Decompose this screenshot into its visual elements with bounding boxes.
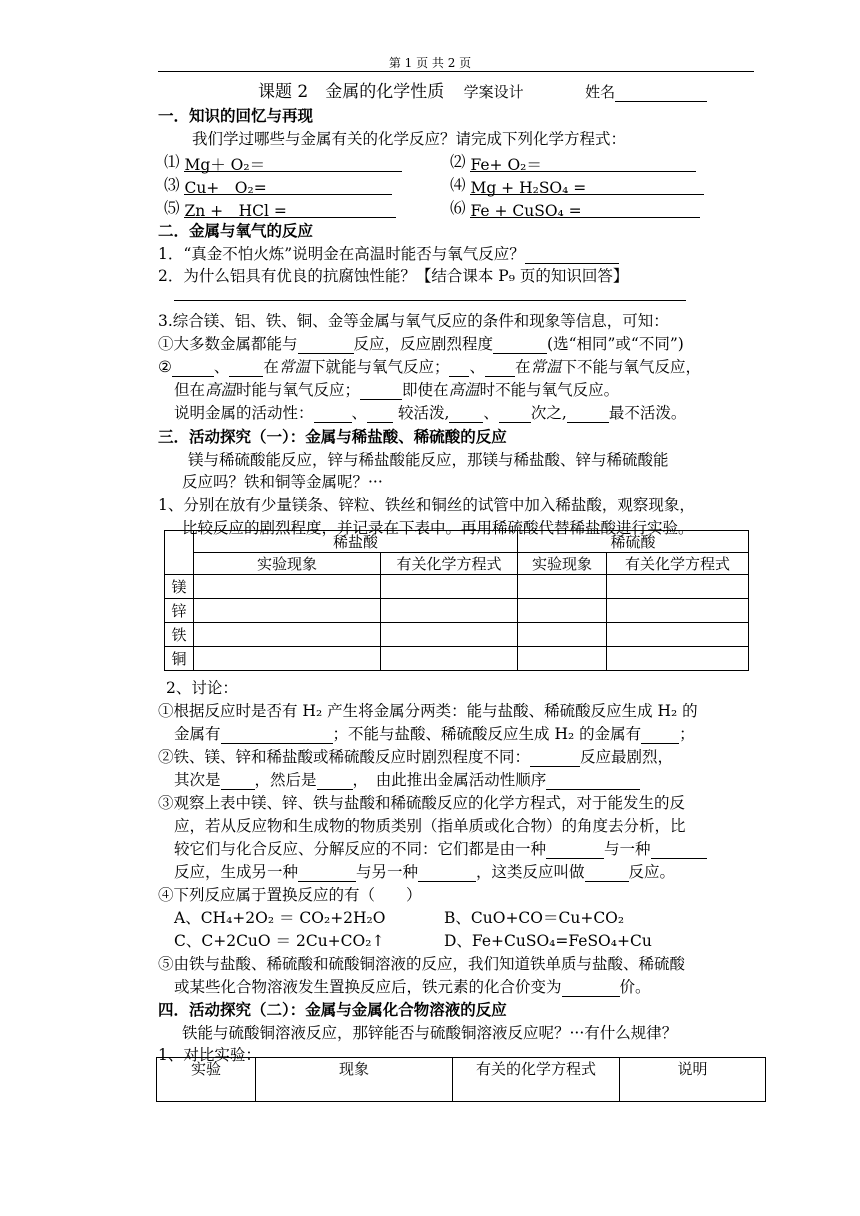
option-c[interactable]: C、C+2CuO ＝ 2Cu+CO₂↑ xyxy=(174,932,385,950)
table-group-h2so4: 稀硫酸 xyxy=(518,531,749,553)
table-row xyxy=(165,575,749,599)
answer-blank[interactable] xyxy=(221,727,333,744)
conclusion-3 xyxy=(174,380,619,400)
equation-6 xyxy=(450,198,700,218)
answer-blank[interactable] xyxy=(367,406,393,423)
equation-4 xyxy=(450,175,704,195)
table-group-hcl: 稀盐酸 xyxy=(194,531,518,553)
table-cell[interactable] xyxy=(194,647,381,671)
instruction-1a: 1、分别在放有少量镁条、锌粒、铁丝和铜丝的试管中加入稀盐酸，观察现象， xyxy=(158,496,695,514)
discussion-2a xyxy=(158,747,673,767)
page-title: 课题 2 金属的化学性质 xyxy=(258,82,445,102)
table-cell[interactable] xyxy=(607,623,749,647)
text: 时能与氧气反应； xyxy=(236,381,361,399)
answer-blank[interactable] xyxy=(360,383,402,400)
header-rule xyxy=(158,71,754,72)
option-d[interactable]: D、Fe+CuSO₄=FeSO₄+Cu xyxy=(444,932,652,950)
section-1-heading: 一．知识的回忆与再现 xyxy=(158,106,314,125)
equation-blank[interactable] xyxy=(470,155,696,172)
answer-blank[interactable] xyxy=(418,865,476,882)
row-label: 镁 xyxy=(165,575,194,599)
discussion-1a: ①根据反应时是否有 H₂ 产生将金属分两类：能与盐酸、稀硫酸反应生成 H₂ 的 xyxy=(158,702,698,720)
table-header: 实验现象 xyxy=(194,553,381,575)
page-number-header: 第 1 页 共 2 页 xyxy=(388,56,472,70)
text: 高温 xyxy=(448,381,480,399)
conclusion-4 xyxy=(174,403,686,423)
table-row xyxy=(165,647,749,671)
eq-text: Mg＋ O₂＝ xyxy=(184,156,266,174)
text: 次之, xyxy=(530,404,567,422)
table-cell[interactable] xyxy=(381,575,518,599)
section-3-heading: 三．活动探究（一）：金属与稀盐酸、稀硫酸的反应 xyxy=(158,427,507,446)
conclusion-2 xyxy=(158,357,701,377)
table-row xyxy=(165,623,749,647)
eq-text: Cu+ O₂= xyxy=(184,179,267,197)
table-header: 现象 xyxy=(256,1058,453,1102)
table-header: 有关的化学方程式 xyxy=(453,1058,620,1102)
table-cell[interactable] xyxy=(194,623,381,647)
answer-blank[interactable] xyxy=(641,727,679,744)
acid-reaction-table xyxy=(164,530,749,671)
section-1-intro: 我们学过哪些与金属有关的化学反应？请完成下列化学方程式： xyxy=(192,130,627,148)
section-4-para: 铁能与硫酸铜溶液反应，那锌能否与硫酸铜溶液反应呢？···有什么规律？ xyxy=(182,1024,678,1042)
table-cell[interactable] xyxy=(381,599,518,623)
text: 在 xyxy=(514,358,531,376)
text: 其次是 xyxy=(174,771,221,789)
discussion-3d xyxy=(174,862,675,882)
answer-blank[interactable] xyxy=(530,750,580,767)
title-row xyxy=(258,82,707,102)
text: 常温 xyxy=(278,358,310,376)
eq-number: ⑷ xyxy=(450,176,466,194)
section-4-heading: 四．活动探究（二）：金属与金属化合物溶液的反应 xyxy=(158,1000,507,1019)
discussion-2b xyxy=(174,770,640,790)
row-label: 锌 xyxy=(165,599,194,623)
text: 、 xyxy=(213,358,230,376)
question-3: 3.综合镁、铝、铁、铜、金等金属与氧气反应的条件和现象等信息，可知： xyxy=(158,312,669,330)
text: 较活泼, xyxy=(397,404,450,422)
answer-blank[interactable] xyxy=(314,406,352,423)
eq-text: Zn + HCl = xyxy=(184,202,287,220)
option-a[interactable]: A、CH₄+2O₂ ＝ CO₂+2H₂O xyxy=(174,909,386,927)
text: 下就能与氧气反应； xyxy=(309,358,450,376)
answer-blank[interactable] xyxy=(449,406,483,423)
text: 即使在 xyxy=(402,381,449,399)
text: ；不能与盐酸、稀硫酸反应生成 H₂ 的金属有 xyxy=(332,725,642,743)
section-2-heading: 二．金属与氧气的反应 xyxy=(158,221,314,240)
text: (选“相同”或“不同”) xyxy=(547,335,684,353)
text: 反应，反应剧烈程度 xyxy=(353,335,494,353)
name-blank[interactable] xyxy=(615,85,707,102)
answer-blank[interactable] xyxy=(298,337,354,354)
answer-blank[interactable] xyxy=(449,360,469,377)
text: 高温 xyxy=(205,381,237,399)
table-row xyxy=(165,599,749,623)
answer-blank[interactable] xyxy=(499,406,531,423)
table-header: 有关化学方程式 xyxy=(607,553,749,575)
discussion-4: ④下列反应属于置换反应的有（ ） xyxy=(158,886,422,904)
option-b[interactable]: B、CuO+CO＝Cu+CO₂ xyxy=(444,909,625,927)
table-cell[interactable] xyxy=(518,623,607,647)
table-cell[interactable] xyxy=(607,575,749,599)
text: 最不活泼。 xyxy=(608,404,687,422)
text: 常温 xyxy=(530,358,562,376)
text: 反应最剧烈， xyxy=(580,748,674,766)
conclusion-1 xyxy=(158,334,684,354)
row-label: 铁 xyxy=(165,623,194,647)
eq-text: Fe + CuSO₄ = xyxy=(470,202,582,220)
text: 与另一种 xyxy=(356,863,419,881)
table-cell[interactable] xyxy=(518,647,607,671)
answer-blank[interactable] xyxy=(562,980,620,997)
equation-blank[interactable] xyxy=(184,178,392,195)
equation-3 xyxy=(164,175,392,195)
table-cell[interactable] xyxy=(518,599,607,623)
equation-2 xyxy=(450,152,696,172)
eq-number: ⑸ xyxy=(164,199,180,217)
comparison-table xyxy=(156,1057,766,1102)
answer-blank[interactable] xyxy=(485,360,515,377)
text: 时不能与氧气反应。 xyxy=(479,381,620,399)
question-text: 1．“真金不怕火炼”说明金在高温时能否与氧气反应？ xyxy=(158,245,525,263)
eq-text: Fe+ O₂＝ xyxy=(470,156,542,174)
discussion-3b: 应，若从反应物和生成物的物质类别（指单质或化合物）的角度去分析，比 xyxy=(174,817,686,835)
eq-number: ⑵ xyxy=(450,153,466,171)
discussion-3a: ③观察上表中镁、锌、铁与盐酸和稀硫酸反应的化学方程式，对于能发生的反 xyxy=(158,794,686,812)
table-header: 实验现象 xyxy=(518,553,607,575)
discussion-1b xyxy=(174,724,695,744)
table-corner xyxy=(165,531,194,575)
eq-number: ⑴ xyxy=(164,153,180,171)
row-label: 铜 xyxy=(165,647,194,671)
text: ②铁、镁、锌和稀盐酸或稀硫酸反应时剧烈程度不同： xyxy=(158,748,531,766)
answer-blank[interactable] xyxy=(172,360,214,377)
text: 金属有 xyxy=(174,725,221,743)
table-cell[interactable] xyxy=(194,599,381,623)
answer-blank[interactable] xyxy=(651,842,707,859)
table-cell[interactable] xyxy=(607,647,749,671)
answer-blank[interactable] xyxy=(298,865,356,882)
answer-blank[interactable] xyxy=(585,865,629,882)
eq-number: ⑶ xyxy=(164,176,180,194)
text: ，这类反应叫做 xyxy=(476,863,585,881)
equation-blank[interactable] xyxy=(470,201,700,218)
instruction-1b: 比较反应的剧烈程度，并记录在下表中。再用稀硫酸代替稀盐酸进行实验。 xyxy=(182,519,694,537)
section-3-para-2: 反应吗？铁和铜等金属呢？··· xyxy=(182,473,383,491)
text: 、 xyxy=(351,404,368,422)
text: 说明金属的活动性： xyxy=(174,404,314,422)
discussion-3c xyxy=(174,839,707,859)
equation-blank[interactable] xyxy=(470,178,704,195)
table-cell[interactable] xyxy=(607,599,749,623)
equation-blank[interactable] xyxy=(184,201,396,218)
text: 下不能与氧气反应， xyxy=(561,358,702,376)
text: 与一种 xyxy=(604,840,651,858)
equation-1 xyxy=(164,152,402,172)
text: ② xyxy=(158,358,172,376)
table-cell[interactable] xyxy=(194,575,381,599)
text: 价。 xyxy=(619,978,651,996)
answer-blank[interactable] xyxy=(546,773,640,790)
text: ，然后是 xyxy=(254,771,317,789)
answer-blank[interactable] xyxy=(317,773,353,790)
answer-blank[interactable] xyxy=(525,247,619,264)
text: 、 xyxy=(483,404,499,422)
equation-5 xyxy=(164,198,396,218)
section-4-instruction: 1、对比实验： xyxy=(158,1046,261,1064)
answer-blank[interactable] xyxy=(221,773,255,790)
eq-text: Mg + H₂SO₄ = xyxy=(470,179,587,197)
discussion-heading: 2、讨论： xyxy=(166,679,238,697)
question-1 xyxy=(158,244,619,264)
question-2: 2．为什么铝具有优良的抗腐蚀性能？【结合课本 P₉ 页的知识回答】 xyxy=(158,267,629,285)
table-header: 实验 xyxy=(157,1058,256,1102)
text: ； xyxy=(679,725,695,743)
answer-blank[interactable] xyxy=(493,337,547,354)
text: 、 xyxy=(469,358,485,376)
discussion-5b xyxy=(174,977,651,997)
text: 较它们与化合反应、分解反应的不同：它们都是由一种 xyxy=(174,840,547,858)
table-header: 说明 xyxy=(620,1058,766,1102)
text: ， 由此推出金属活动性顺序 xyxy=(352,771,547,789)
answer-line[interactable] xyxy=(174,300,686,301)
name-label: 姓名 xyxy=(585,83,616,101)
text: 反应。 xyxy=(628,863,676,881)
equation-blank[interactable] xyxy=(184,155,402,172)
answer-blank[interactable] xyxy=(229,360,263,377)
page-subtitle: 学案设计 xyxy=(463,83,524,101)
text: 在 xyxy=(263,358,279,376)
text: 但在 xyxy=(174,381,206,399)
text: ①大多数金属都能与 xyxy=(158,335,298,353)
section-3-para-1: 镁与稀硫酸能反应，锌与稀盐酸能反应，那镁与稀盐酸、锌与稀硫酸能 xyxy=(188,451,669,469)
text: 反应，生成另一种 xyxy=(174,863,299,881)
text: 或某些化合物溶液发生置换反应后，铁元素的化合价变为 xyxy=(174,978,562,996)
discussion-5a: ⑤由铁与盐酸、稀硫酸和硫酸铜溶液的反应，我们知道铁单质与盐酸、稀硫酸 xyxy=(158,955,686,973)
answer-blank[interactable] xyxy=(567,406,609,423)
table-cell[interactable] xyxy=(381,647,518,671)
table-cell[interactable] xyxy=(518,575,607,599)
answer-blank[interactable] xyxy=(546,842,604,859)
table-cell[interactable] xyxy=(381,623,518,647)
table-header: 有关化学方程式 xyxy=(381,553,518,575)
eq-number: ⑹ xyxy=(450,199,466,217)
